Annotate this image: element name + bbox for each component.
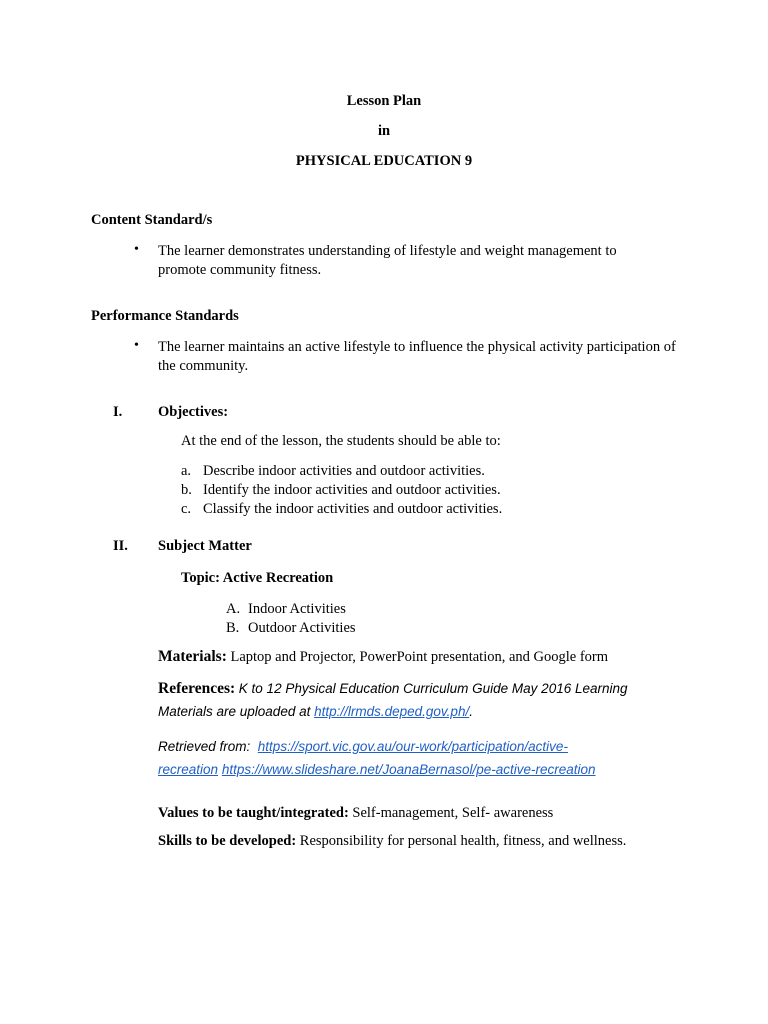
topic-item-marker: A.	[226, 601, 241, 617]
skills-line	[158, 833, 626, 850]
slideshare-link[interactable]: https://www.slideshare.net/JoanaBernasol/pe-active-recreation	[221, 762, 596, 777]
objective-marker: b.	[181, 482, 192, 498]
bullet-icon: •	[134, 338, 139, 353]
deped-link[interactable]: http://lrmds.deped.gov.ph/	[314, 704, 470, 719]
objective-marker: a.	[181, 463, 192, 479]
references-line-2	[158, 704, 473, 719]
performance-standards-heading: Performance Standards	[91, 308, 239, 324]
retrieved-label: Retrieved from:	[158, 739, 251, 754]
references-line	[158, 680, 628, 698]
retrieved-line-2	[158, 762, 596, 777]
objectives-intro: At the end of the lesson, the students should be able to:	[181, 433, 501, 449]
references-label: References:	[158, 680, 236, 697]
references-text: K to 12 Physical Education Curriculum Guide May 2016 Learning	[238, 681, 628, 696]
objectives-numeral: I.	[113, 404, 123, 420]
values-value: Self-management, Self- awareness	[352, 805, 554, 821]
objectives-heading: Objectives:	[158, 404, 229, 420]
topic-label: Topic:	[181, 570, 220, 586]
objective-item: Describe indoor activities and outdoor activities.	[203, 463, 485, 479]
doc-title: Lesson Plan	[346, 93, 422, 109]
objective-marker: c.	[181, 501, 192, 517]
doc-subject-title: PHYSICAL EDUCATION 9	[295, 153, 473, 169]
doc-title-in: in	[377, 123, 391, 139]
materials-value: Laptop and Projector, PowerPoint presentation, and Google form	[230, 649, 609, 665]
topic-item: Indoor Activities	[248, 601, 346, 617]
skills-label: Skills to be developed:	[158, 833, 297, 849]
subject-matter-numeral: II.	[113, 538, 128, 554]
materials-line	[158, 648, 608, 666]
content-standard-heading: Content Standard/s	[91, 212, 213, 228]
performance-standards-text: The learner maintains an active lifestyle to influence the physical activity participation of the community.	[158, 339, 676, 374]
sport-vic-link[interactable]: https://sport.vic.gov.au/our-work/participation/active-	[257, 739, 568, 754]
retrieved-line	[158, 739, 568, 754]
content-standard-text: The learner demonstrates understanding of lifestyle and weight management to promote community fitness.	[158, 243, 617, 278]
values-line	[158, 805, 553, 822]
subject-matter-heading: Subject Matter	[158, 538, 252, 554]
topic-value: Active Recreation	[222, 570, 334, 586]
objective-item: Identify the indoor activities and outdoor activities.	[203, 482, 501, 498]
objective-item: Classify the indoor activities and outdoor activities.	[203, 501, 503, 517]
topic-item-marker: B.	[226, 620, 240, 636]
skills-value: Responsibility for personal health, fitness, and wellness.	[299, 833, 627, 849]
materials-label: Materials:	[158, 648, 227, 665]
references-text-2: Materials are uploaded at	[158, 704, 311, 719]
bullet-icon: •	[134, 242, 139, 257]
references-end: .	[469, 704, 473, 719]
topic-item: Outdoor Activities	[248, 620, 356, 636]
sport-vic-link-cont[interactable]: recreation	[158, 762, 219, 777]
topic-line	[181, 570, 333, 587]
values-label: Values to be taught/integrated:	[158, 805, 349, 821]
